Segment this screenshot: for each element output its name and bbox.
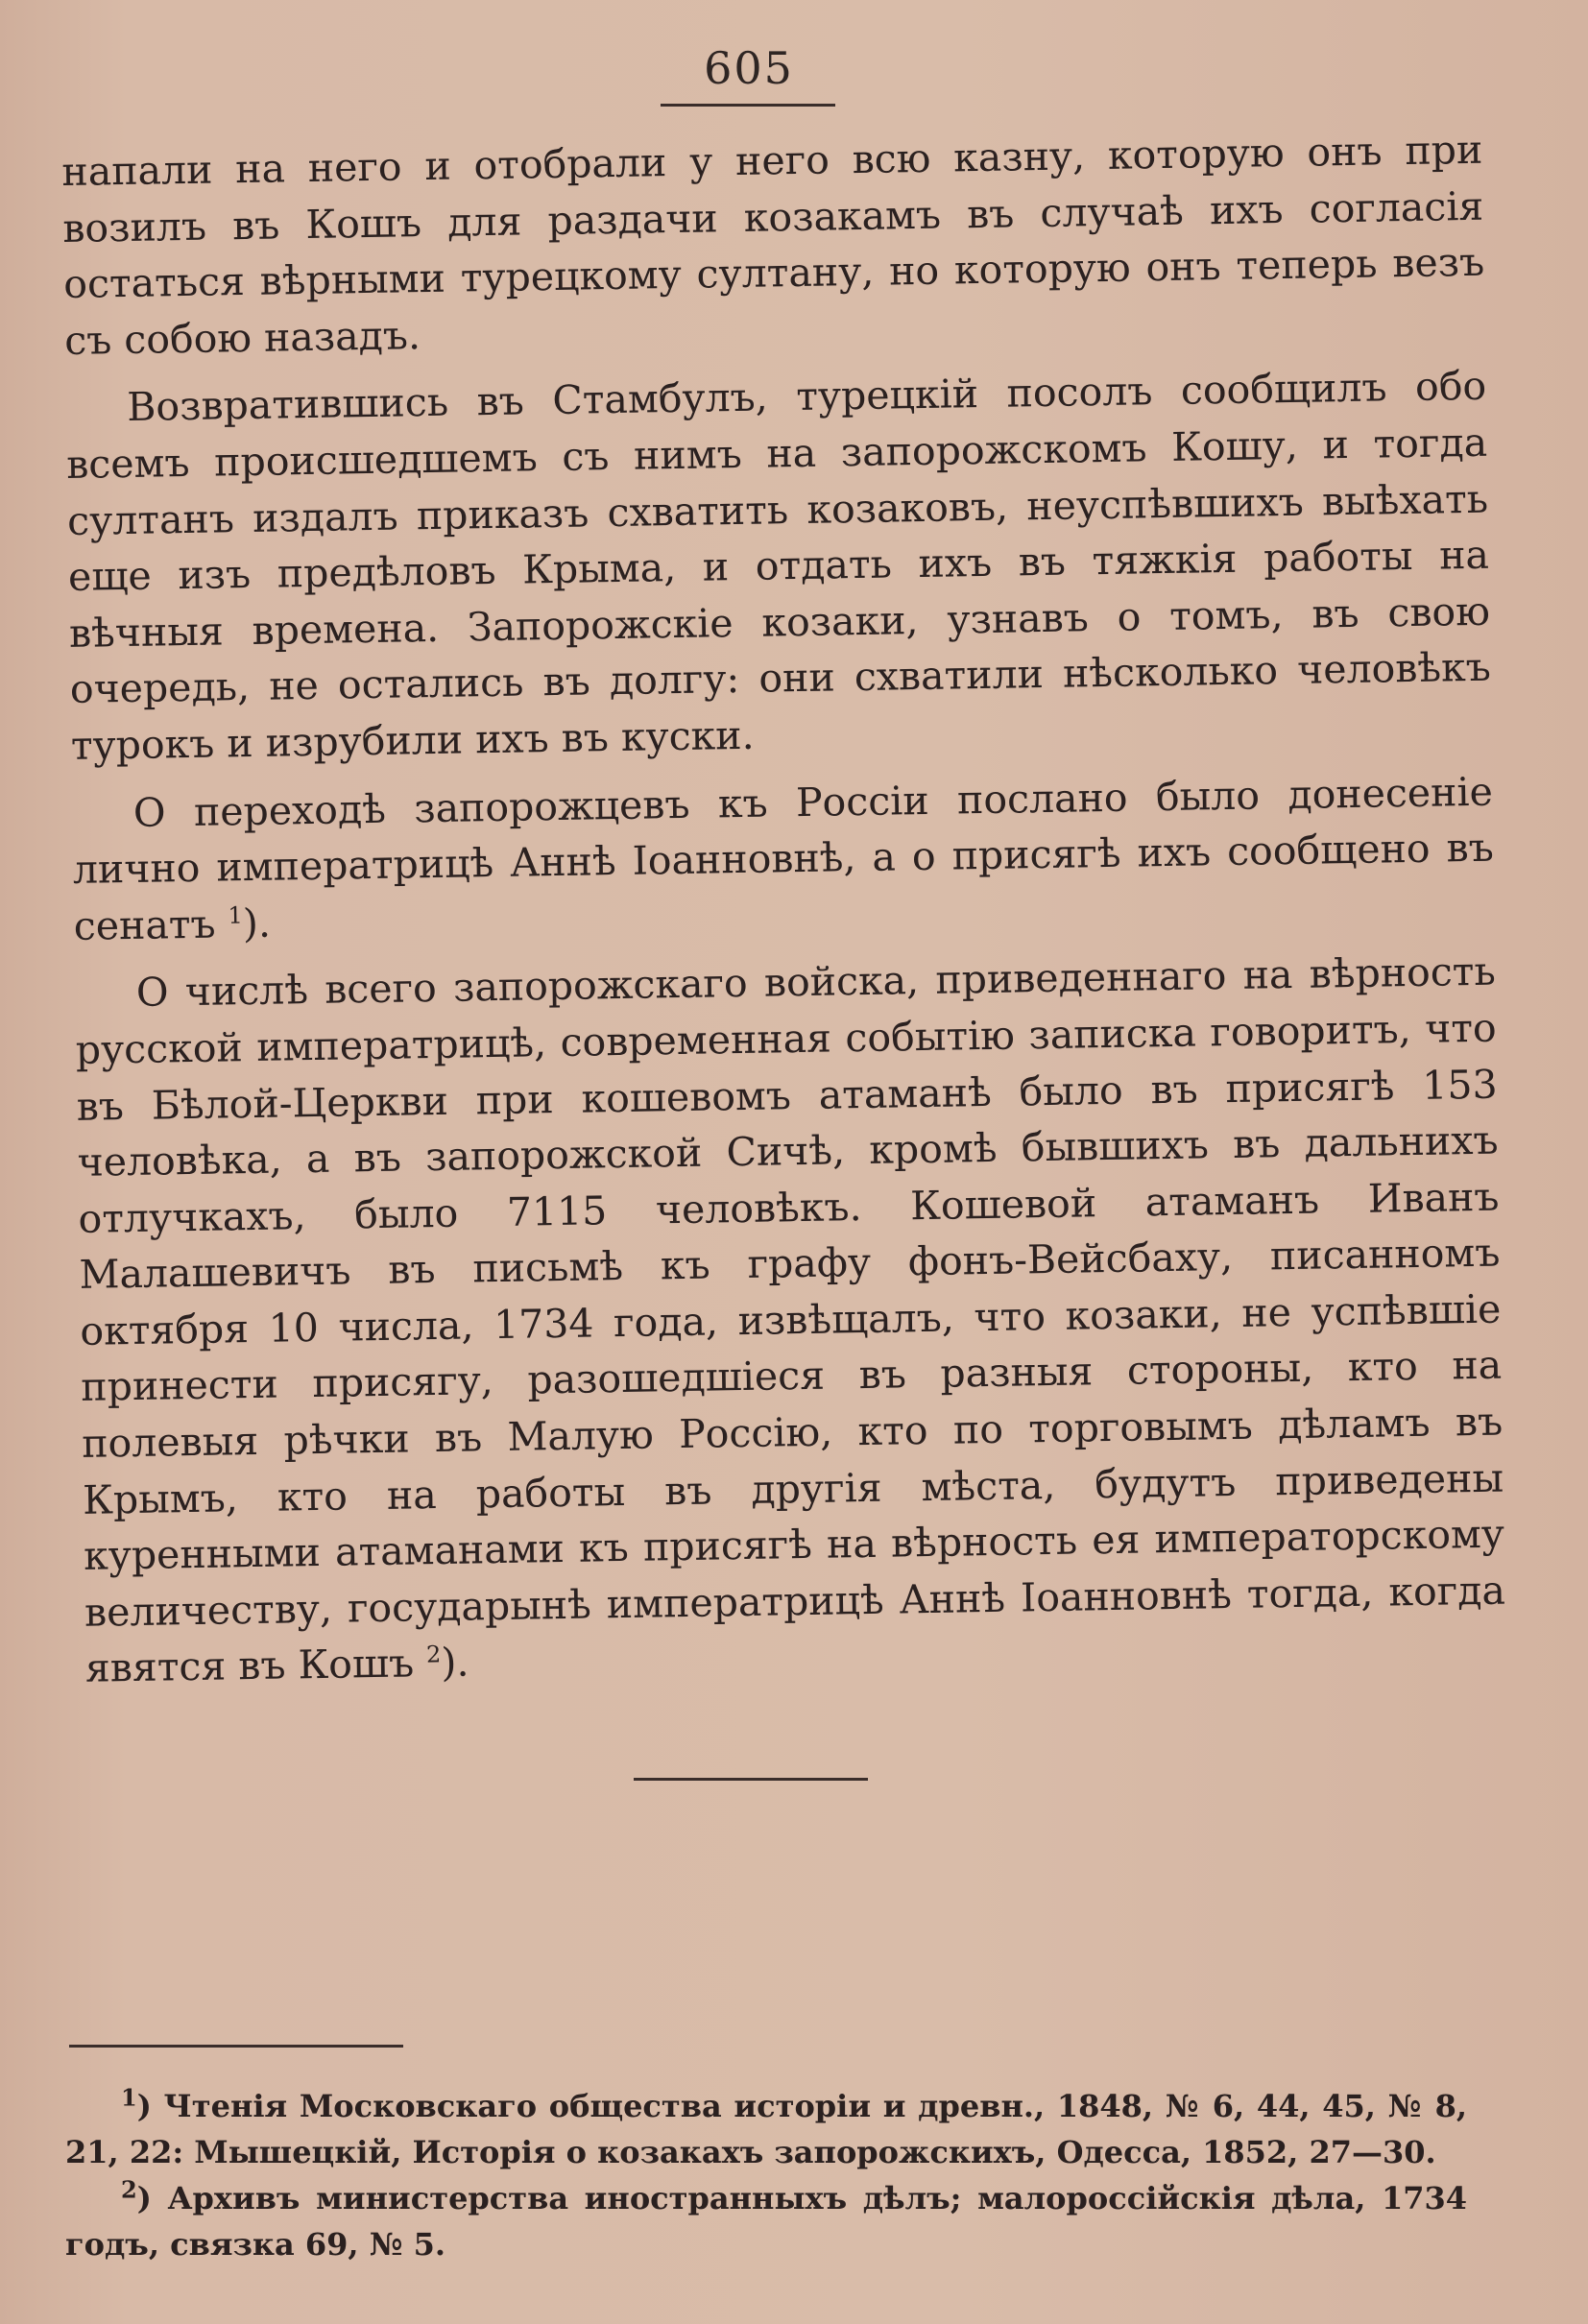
- footnote-2-marker: 2: [121, 2175, 137, 2204]
- footnote-2-text: ) Архивъ министерства иностранныхъ дѣлъ; малороссійскія дѣла, 1734 годъ, связка 69, № 5.: [65, 2180, 1467, 2263]
- paragraph-4-text: О числѣ всего запорожскаго войска, приведеннаго на вѣрность русской императрицѣ, современная событію записка говоритъ, что въ Бѣлой-Церкви при кошевомъ атаманѣ было въ присягѣ 153 человѣка, а въ запорожской Сичѣ, кромѣ бывшихъ въ дальнихъ отлучкахъ, было 7115 человѣкъ. Кошевой атаманъ Иванъ Малашевичъ въ письмѣ къ графу фонъ-Вейсбаху, писанномъ октября 10 числа, 1734 года, извѣщалъ, что козаки, не успѣвшіе принести присягу, разошедшіеся въ разныя стороны, кто на полевыя рѣчки въ Малую Россію, кто по торговымъ дѣламъ въ Крымъ, кто на работы въ другія мѣста, будутъ приведены куренными атаманами къ присягѣ на вѣрность ея императорскому величеству, государынѣ императрицѣ Аннѣ Іоанновнѣ тогда, когда явятся въ Кошъ: [75, 947, 1506, 1692]
- paragraph-4-tail: ).: [441, 1639, 469, 1687]
- footnotes: [65, 2083, 1467, 2267]
- paragraph-4: [74, 944, 1506, 1697]
- footnote-1-marker: 1: [121, 2083, 137, 2112]
- header-rule: [661, 104, 835, 107]
- body-text: [61, 122, 1506, 1709]
- footnote-ref-1: 1: [228, 901, 243, 929]
- footnote-2: [65, 2175, 1467, 2267]
- paragraph-3-text: О переходѣ запорожцевъ къ Россіи послано было донесеніе лично императрицѣ Аннѣ Іоанновнѣ, а о присягѣ ихъ сообщено въ сенатъ: [72, 768, 1495, 949]
- section-end-rule: [634, 1778, 868, 1781]
- page-number: 605: [704, 42, 794, 94]
- paragraph-3: [72, 763, 1496, 954]
- footnote-1-text: ) Чтенія Московскаго общества исторіи и древн., 1848, № 6, 44, 45, № 8, 21, 22: Мышецкій, Исторія о козакахъ запорожскихъ, Одесса, 1852, 27—30.: [65, 2088, 1467, 2170]
- footnote-separator: [69, 2045, 403, 2048]
- paragraph-3-tail: ).: [242, 899, 272, 946]
- footnote-ref-2: 2: [425, 1641, 442, 1669]
- footnote-1: [65, 2083, 1467, 2175]
- paragraph-2: Возвратившись въ Стамбулъ, турецкій посолъ сообщилъ обо всемъ происшедшемъ съ нимъ на запорожскомъ Кошу, и тогда султанъ издалъ приказъ схватить козаковъ, неуспѣвшихъ выѣхать еще изъ предѣловъ Крыма, и отдать ихъ въ тяжкія работы на вѣчныя времена. Запорожскіе козаки, узнавъ о томъ, въ свою очередь, не остались въ долгу: они схватили нѣсколько человѣкъ турокъ и изрубили ихъ въ куски.: [65, 363, 1492, 769]
- paragraph-1: напали на него и отобрали у него всю казну, которую онъ при возилъ въ Кошъ для раздачи козакамъ въ случаѣ ихъ согласія остаться вѣрными турецкому султану, но которую онъ теперь везъ съ собою назадъ.: [61, 126, 1485, 364]
